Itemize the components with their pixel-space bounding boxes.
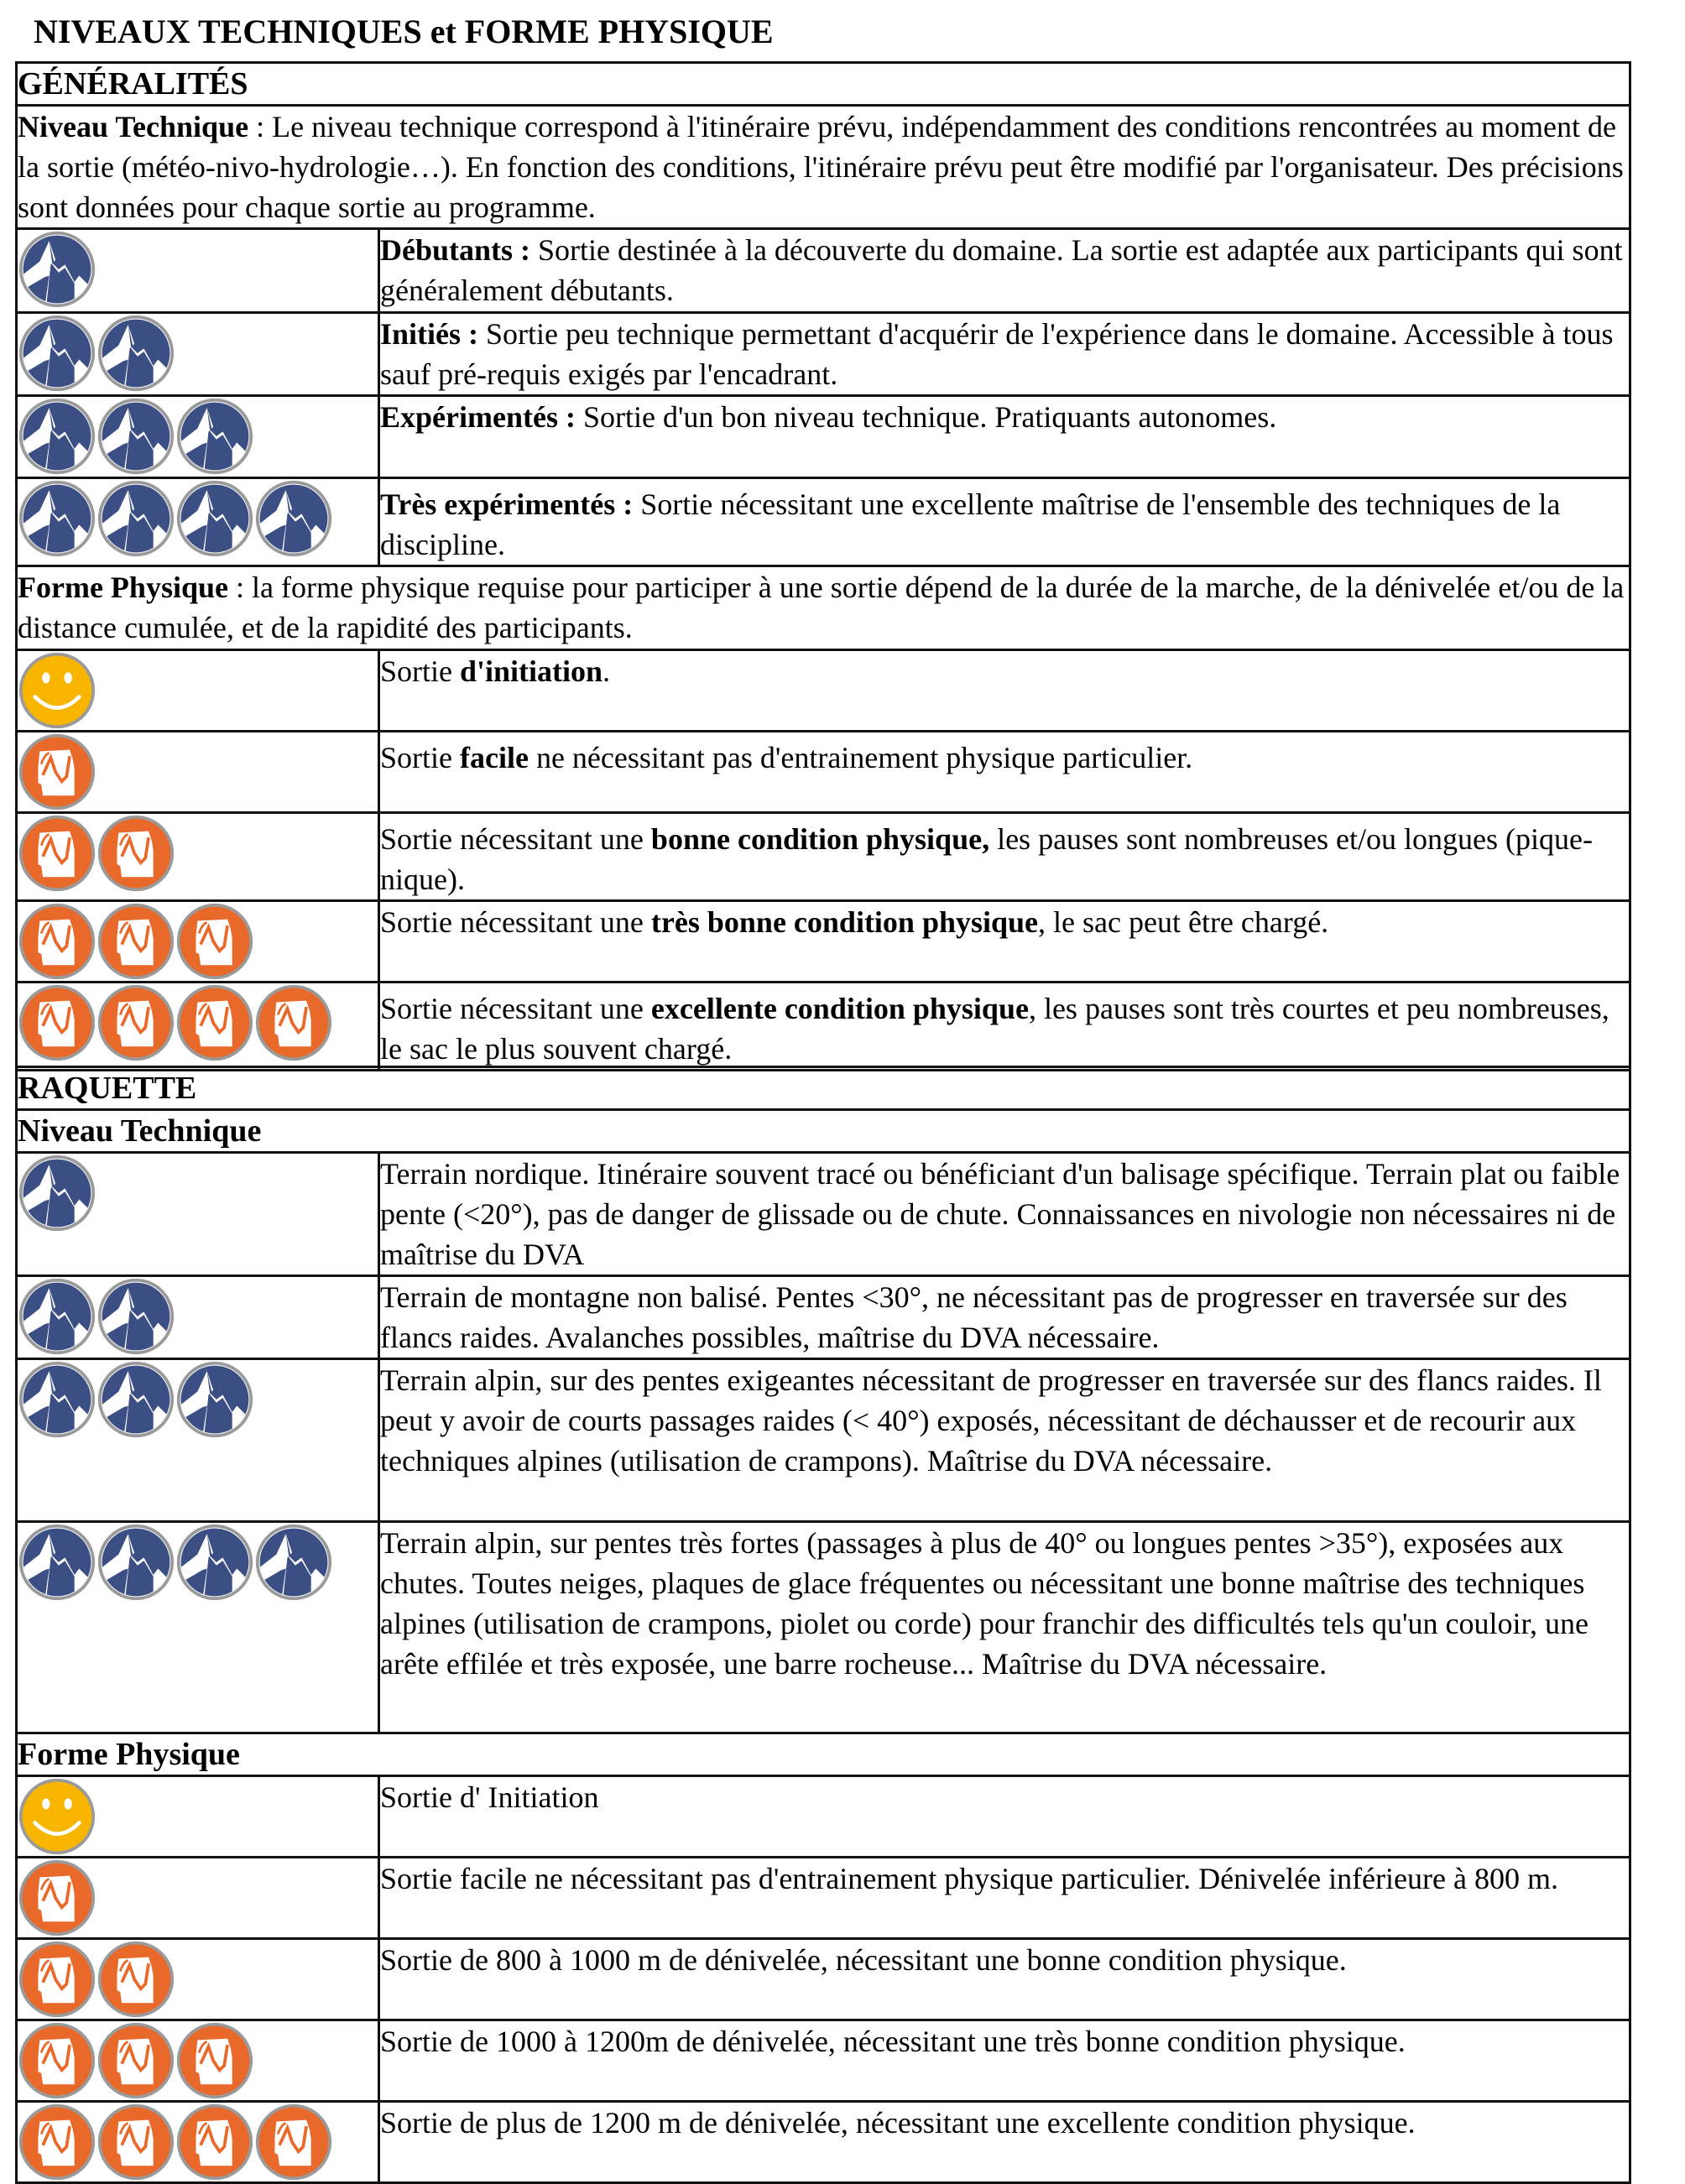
level-text: Sortie d' Initiation: [380, 1780, 599, 1814]
intro-text: : la forme physique requise pour participer à une sortie dépend de la durée de la marche, de la dénivelée et/ou de la distance cumulée, et de la rapidité des participants.: [18, 571, 1625, 644]
level-text: Sortie peu technique permettant d'acquérir de l'expérience dans le domaine. Accessible à tous sauf pré-requis exigés par l'encadrant.: [380, 317, 1614, 391]
level-text: Sortie de 1000 à 1200m de dénivelée, nécessitant une très bonne condition physique.: [380, 2025, 1406, 2058]
raquette-table: [15, 1066, 1631, 2184]
technical-level-row: [17, 1359, 1630, 1522]
mountain-peak-icon: [175, 1360, 254, 1439]
fitness-effort-icon: [97, 814, 175, 893]
technical-level-row: [17, 1276, 1630, 1359]
level-text: Sortie: [380, 741, 460, 774]
fitness-effort-icon: [175, 2103, 254, 2181]
icon-group: [18, 314, 378, 393]
mountain-peak-icon: [175, 479, 254, 558]
fitness-effort-icon: [175, 902, 254, 981]
mountain-peak-icon: [97, 1523, 175, 1602]
icon-group: [18, 230, 378, 309]
level-text: Sortie facile ne nécessitant pas d'entrainement physique particulier. Dénivelée inférieure à 800 m.: [380, 1862, 1558, 1895]
icon-group: [18, 479, 378, 558]
smiley-face-icon: [18, 1777, 97, 1856]
intro-text: : Le niveau technique correspond à l'itinéraire prévu, indépendamment des conditions rencontrées au moment de la sortie (météo-nivo-hydrologie…). En fonction des conditions, l'itinéraire prévu peut être modifié par l'organisateur. Des précisions sont données pour chaque sortie au programme.: [18, 110, 1624, 224]
mountain-peak-icon: [175, 397, 254, 476]
technical-level-row: [17, 229, 1630, 313]
level-text: Sortie nécessitant une: [380, 905, 651, 939]
fitness-level-row: [17, 983, 1630, 1071]
subsection-header-row: [17, 1110, 1630, 1153]
mountain-peak-icon: [97, 397, 175, 476]
level-label: Débutants :: [380, 233, 531, 267]
mountain-peak-icon: [254, 479, 333, 558]
fitness-effort-icon: [97, 902, 175, 981]
level-text: Sortie de plus de 1200 m de dénivelée, nécessitant une excellente condition physique.: [380, 2106, 1416, 2140]
level-label: Très expérimentés :: [380, 487, 634, 521]
level-label: Expérimentés :: [380, 400, 576, 434]
fitness-effort-icon: [18, 983, 97, 1062]
icon-group: [18, 1523, 378, 1602]
mountain-peak-icon: [97, 1360, 175, 1439]
icon-group: [18, 1858, 378, 1937]
level-text: Terrain de montagne non balisé. Pentes <30°, ne nécessitant pas de progresser en traversée sur des flancs raides. Avalanches possibles, maîtrise du DVA nécessaire.: [380, 1280, 1568, 1354]
section-header-row: [17, 63, 1630, 106]
niveau-technique-intro-row: [17, 106, 1630, 229]
level-text: , les pauses sont très courtes et peu nombreuses, le sac le plus souvent chargé.: [380, 992, 1609, 1066]
mountain-peak-icon: [18, 314, 97, 393]
mountain-peak-icon: [97, 314, 175, 393]
level-text: Terrain alpin, sur des pentes exigeantes nécessitant de progresser en traversée sur des flancs raides. Il peut y avoir de courts passages raides (< 40°) exposés, nécessitant de déchausser et de recourir aux techniques alpines (utilisation de crampons). Maîtrise du DVA nécessaire.: [380, 1363, 1602, 1478]
fitness-effort-icon: [97, 983, 175, 1062]
icon-group: [18, 1154, 378, 1233]
level-text: .: [603, 654, 611, 688]
icon-group: [18, 2103, 378, 2181]
fitness-effort-icon: [18, 1940, 97, 2019]
smiley-face-icon: [18, 651, 97, 730]
level-text: Sortie de 800 à 1000 m de dénivelée, nécessitant une bonne condition physique.: [380, 1943, 1347, 1977]
icon-group: [18, 1940, 378, 2019]
forme-physique-intro-row: [17, 566, 1630, 650]
level-text: Sortie nécessitant une: [380, 992, 651, 1025]
fitness-effort-icon: [175, 983, 254, 1062]
fitness-level-row: [17, 732, 1630, 813]
fitness-effort-icon: [18, 902, 97, 981]
fitness-effort-icon: [254, 983, 333, 1062]
document-title: NIVEAUX TECHNIQUES et FORME PHYSIQUE: [34, 13, 774, 50]
icon-group: [18, 983, 378, 1062]
technical-level-row: [17, 313, 1630, 396]
section-title: GÉNÉRALITÉS: [18, 66, 248, 102]
technical-level-row: [17, 1153, 1630, 1276]
intro-label: Forme Physique: [18, 571, 228, 604]
mountain-peak-icon: [18, 479, 97, 558]
mountain-peak-icon: [97, 1277, 175, 1356]
mountain-peak-icon: [18, 230, 97, 309]
mountain-peak-icon: [18, 1523, 97, 1602]
mountain-peak-icon: [18, 1360, 97, 1439]
fitness-level-row: [17, 2102, 1630, 2183]
icon-group: [18, 732, 378, 811]
fitness-effort-icon: [97, 2103, 175, 2181]
icon-group: [18, 397, 378, 476]
fitness-effort-icon: [97, 1940, 175, 2019]
level-text: Sortie: [380, 654, 460, 688]
level-emphasis: excellente condition physique: [650, 992, 1029, 1025]
fitness-level-row: [17, 1858, 1630, 1939]
mountain-peak-icon: [97, 479, 175, 558]
section-title: RAQUETTE: [18, 1071, 197, 1106]
mountain-peak-icon: [18, 1277, 97, 1356]
fitness-level-row: [17, 2020, 1630, 2102]
mountain-peak-icon: [18, 1154, 97, 1233]
icon-group: [18, 902, 378, 981]
fitness-level-row: [17, 813, 1630, 901]
level-emphasis: très bonne condition physique: [650, 905, 1039, 939]
level-text: les pauses sont nombreuses et/ou longues (pique-nique).: [380, 822, 1593, 896]
fitness-effort-icon: [18, 2103, 97, 2181]
technical-level-row: [17, 478, 1630, 566]
level-label: Initiés :: [380, 317, 478, 351]
fitness-level-row: [17, 1776, 1630, 1858]
fitness-level-row: [17, 650, 1630, 732]
level-text: Sortie d'un bon niveau technique. Pratiquants autonomes.: [575, 400, 1277, 434]
icon-group: [18, 2021, 378, 2100]
level-text: Sortie destinée à la découverte du domaine. La sortie est adaptée aux participants qui sont généralement débutants.: [380, 233, 1623, 307]
fitness-level-row: [17, 901, 1630, 983]
fitness-effort-icon: [18, 814, 97, 893]
icon-group: [18, 1277, 378, 1356]
mountain-peak-icon: [18, 397, 97, 476]
icon-group: [18, 1777, 378, 1856]
level-emphasis: facile: [460, 741, 529, 774]
mountain-peak-icon: [175, 1523, 254, 1602]
level-text: Sortie nécessitant une: [380, 822, 651, 856]
fitness-effort-icon: [18, 2021, 97, 2100]
subsection-header-row: [17, 1733, 1630, 1776]
section-header-row: [17, 1067, 1630, 1110]
level-text: Terrain nordique. Itinéraire souvent tracé ou bénéficiant d'un balisage spécifique. Terrain plat ou faible pente (<20°), pas de danger de glissade ou de chute. Connaissances en nivologie non nécessaires ni de maîtrise du DVA: [380, 1157, 1620, 1271]
generalites-table: [15, 61, 1631, 1071]
fitness-level-row: [17, 1939, 1630, 2020]
fitness-effort-icon: [97, 2021, 175, 2100]
fitness-effort-icon: [18, 732, 97, 811]
level-text: ne nécessitant pas d'entrainement physique particulier.: [528, 741, 1193, 774]
fitness-effort-icon: [254, 2103, 333, 2181]
fitness-effort-icon: [18, 1858, 97, 1937]
icon-group: [18, 1360, 378, 1439]
fitness-effort-icon: [175, 2021, 254, 2100]
subsection-title: Forme Physique: [18, 1737, 240, 1772]
technical-level-row: [17, 1522, 1630, 1733]
level-text: Sortie nécessitant une excellente maîtrise de l'ensemble des techniques de la discipline.: [380, 487, 1561, 561]
level-text: , le sac peut être chargé.: [1038, 905, 1329, 939]
intro-label: Niveau Technique: [18, 110, 249, 143]
subsection-title: Niveau Technique: [18, 1113, 262, 1149]
level-text: Terrain alpin, sur pentes très fortes (passages à plus de 40° ou longues pentes >35°), exposées aux chutes. Toutes neiges, plaques de glace fréquentes ou nécessitant une bonne maîtrise des techniques alpines (utilisation de crampons, piolet ou corde) pour franchir des difficultés tels qu'un couloir, une arête effilée et très exposée, une barre rocheuse... Maîtrise du DVA nécessaire.: [380, 1526, 1588, 1681]
level-emphasis: d'initiation: [460, 654, 603, 688]
technical-level-row: [17, 396, 1630, 478]
level-emphasis: bonne condition physique,: [650, 822, 990, 856]
mountain-peak-icon: [254, 1523, 333, 1602]
icon-group: [18, 814, 378, 893]
icon-group: [18, 651, 378, 730]
